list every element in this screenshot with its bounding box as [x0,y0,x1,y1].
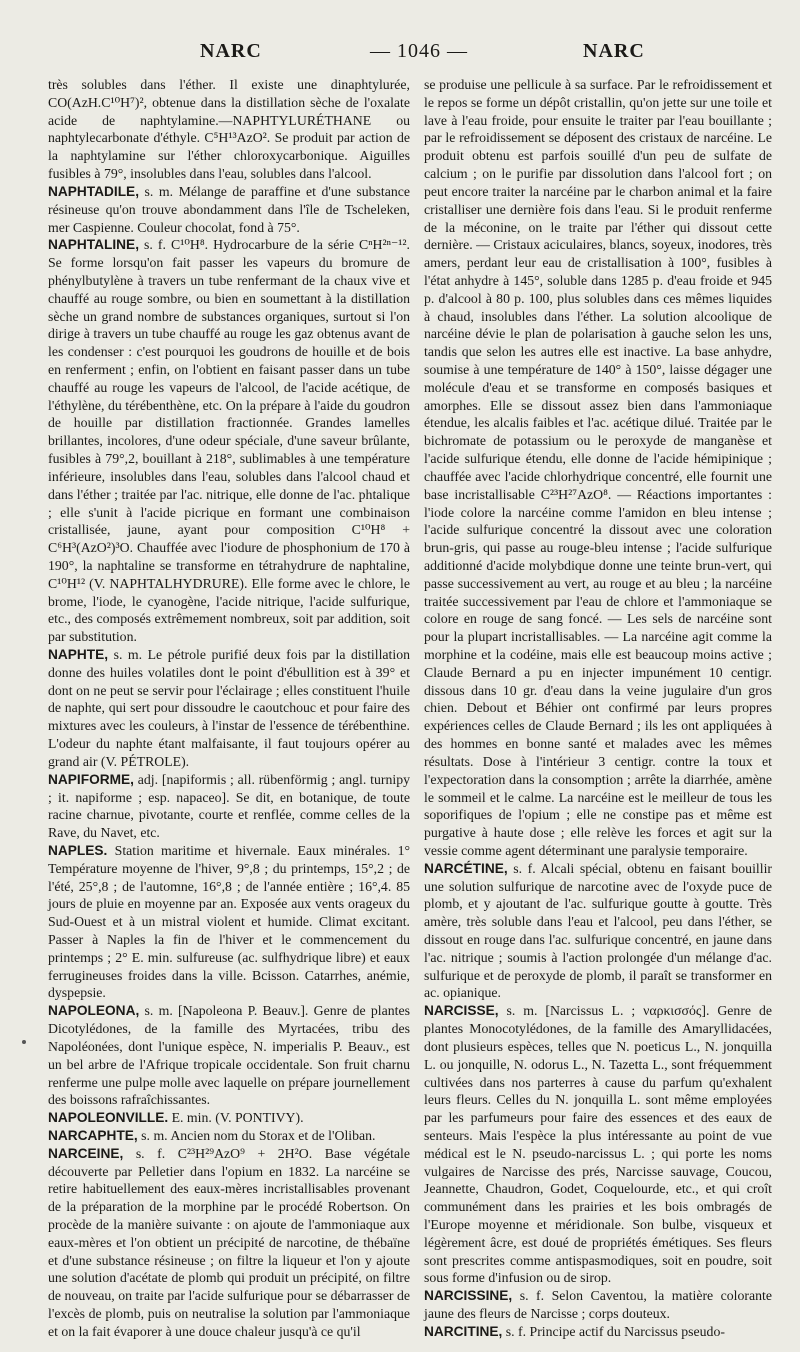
entry-text: s. m. Mélange de paraffine et d'une substance résineuse qu'on trouve abondamment dans l'île de Tscheleken, mer Caspienne. Couleur chocolat, fond à 75°. [48,183,410,235]
entry-narceine [48,1145,410,1341]
entry-narcetine [424,860,772,1003]
headword: NARCISSE, [424,1003,499,1019]
entry-text: s. f. C²³H²⁹AzO⁹ + 2H²O. Base végétale découverte par Pelletier dans l'opium en 1832. La narcéine se retire habituellement des eaux-mères incristallisables provenant de la préparation de la morphine par le procédé Robertson. On procède de la manière suivante : on ajoute de l'ammoniaque aux eaux-mères et l'on obtient un précipité de narcotine, de thébaïne et d'une substance résineuse ; on filtre la liqueur et l'on y ajoute une solution d'acétate de plomb qui produit un précipité, on filtre de nouveau, on traite par l'acide sulfurique pour se débarrasser de l'excès de plomb, puis on neutralise la solution par l'ammoniaque et on la fait évaporer à une douce chaleur jusqu'à ce qu'il [48,1145,410,1339]
entry-naphtadile [48,183,410,236]
entry-text: très solubles dans l'éther. Il existe une dinaphtylurée, CO(AzH.C¹⁰H⁷)², obtenue dans la distillation sèche de l'oxalate acide de naphtylamine.—NAPHTYLURÉTHANE ou naphtylecarbonate d'éthyle. C⁵H¹³AzO². Se produit par action de la naphtylamine sur l'éther chloroxycarbonique. Aiguilles fusibles à 79°, insolubles dans l'eau, solubles dans l'alcool. [48,77,410,182]
header-right-word: NARC [583,40,645,62]
headword: NAPHTALINE, [48,237,139,253]
left-column [48,76,410,1341]
entry-napoleona [48,1002,410,1109]
entry-text: E. min. (V. PONTIVY). [168,1110,304,1126]
entry-narcisse [424,1002,772,1287]
margin-dot [22,1040,26,1044]
entry-naphtaline [48,236,410,646]
page-number: — 1046 — [370,40,468,62]
entry-text: se produise une pellicule à sa surface. Par le refroidissement et le repos se forme un dépôt cristallin, qu'on jette sur une toile et lave à l'eau froide, pour ensuite le traiter par l'eau bouillante ; par le refroidissement se déposent des cristaux de narcéine. Le produit obtenu est parfois souillé d'un peu de sulfate de calcium ; on le purifie par dissolution dans l'alcool fort ; on peut encore traiter la narcéine par le charbon animal et la faire cristalliser une dernière fois dans l'eau. Si le produit renferme de la méconine, on le traite par l'éther qui dissout cette dernière. — Cristaux aciculaires, blancs, soyeux, inodores, très amers, perdant leur eau de cristallisation à 100°, fusibles à l'état anhydre à 145°, soluble dans 1285 p. d'eau froide et 945 p. d'alcool à 80 p. 100, plus solubles dans ces mêmes liquides à chaud, insolubles dans l'éther. La solution alcoolique de narcéine dévie le plan de polarisation à gauche selon les uns, tandis que selon les autres elle est inactive. La base anhydre, soumise à une température de 140° à 150°, laisse dégager une molécule d'eau et se transforme en composés basiques et amorphes. Elle se dissout assez bien dans l'ammoniaque étendue, les alcalis faibles et l'ac. acétique dilué. Traitée par le bichromate de potassium ou le peroxyde de manganèse et l'acide sulfurique étendu, elle donne de l'acide hémipinique ; chauffée avec l'acide chlorhydrique concentré, elle fournit une base incristallisable C²³H²⁷AzO⁸. — Réactions importantes : l'iode colore la narcéine comme l'amidon en bleu intense ; l'acide sulfurique concentré la dissout avec une coloration brun-gris, qui passe au rouge-bleu intense ; l'acide sulfurique additionné d'acide molybdique donne une teinte brun-vert, qui passe successivement au vert, au rouge et au bleu ; la narcéine traitée successivement par l'eau de chlore et l'ammoniaque se colore en rouge de sang foncé. — Les sels de narcéine sont pour la plupart incristallisables. — La narcéine agit comme la morphine et la codéine, mais elle est beaucoup moins active ; Claude Bernard a pu en injecter impunément 10 centigr. dissous dans 10 gr. d'eau dans la veine jugulaire d'un gros chien. Debout et Béhier ont confirmé par leurs propres expériences celles de Claude Bernard ; ils les ont appliquées à des hommes en bonne santé et malades avec les mêmes résultats. Dose à l'intérieur 3 centigr. contre la toux et l'expectoration dans la consomption ; arrête la diarrhée, amène le sommeil et le calme. La narcéine est le meilleur de tous les soporifiques de l'opium ; elle ne constipe pas et même est purgative à haute dose ; elle relève les forces et agit sur la vessie comme agent déterminant une paralysie temporaire. [424,77,772,858]
headword: NAPHTADILE, [48,183,139,199]
headword: NAPOLEONVILLE. [48,1110,169,1126]
headword: NAPOLEONA, [48,1003,140,1019]
entry-text: adj. [napiformis ; all. rübenförmig ; angl. turnipy ; it. napiforme ; esp. napaceo]. Se dit, en botanique, de toute racine charnue, pivotante, courte et renflée, comme celles de la Rave, du Navet, etc. [48,771,410,841]
entry-text: s. m. [Narcissus L. ; ναρκισσός]. Genre de plantes Monocotylédones, de la famille des Amaryllidacées, dont plusieurs espèces, telles que N. poeticus L., N. jonquilla L. ou jonquille, N. odorus L., N. Tazetta L., sont fréquemment cultivées dans nos parterres à cause du parfum qu'exhalent leurs fleurs. Celles du N. jonquilla L. sont même employées par les parfumeurs pour faire des essences et des eaux de senteurs. Mais l'espèce la plus intéressante au point de vue médical est le N. pseudo-narcissus L. ; qui porte les noms vulgaires de Narcisse des prés, Narcisse sauvage, Coucou, Jeannette, Chaudron, Godet, Coquelourde, etc., et qui croît communément dans les prairies et les bois ombragés de l'Europe moyenne et méridionale. Son bulbe, visqueux et légèrement âcre, est doué de propriétés émétiques. Ses fleurs sont prescrites comme antispasmodiques, soit en poudre, soit sous forme d'infusion ou de sirop. [424,1003,772,1286]
headword: NARCISSINE, [424,1288,513,1304]
entry-narcitine [424,1323,772,1341]
entry-text: s. f. C¹⁰H⁸. Hydrocarbure de la série CⁿH²ⁿ⁻¹². Se forme lorsqu'on fait passer les vapeurs du bromure de phénylbutylène à travers un tube renfermant de la chaux vive et chauffé au rouge sombre, ou bien en soumettant à la distillation sèche un grand nombre de substances organiques, surtout si l'on dirige à travers un tube chauffé au rouge les gaz obtenus avant de les condenser : c'est pourquoi les goudrons de houille et de bois en renferment ; enfin, on l'obtient en faisant passer dans un tube chauffé au rouge les vapeurs de l'alcool, de l'acide acétique, de l'éthylène, du térébenthène, etc. On la prépare à l'aide du goudron de houille par distillation fractionnée. Grandes lamelles brillantes, incolores, d'une odeur spéciale, d'une saveur brûlante, fusibles à 79°,2, bouillant à 218°, sublimables à une température inférieure, insolubles dans l'eau, solubles dans l'alcool chaud et dans l'éther ; traitée par l'ac. nitrique, elle donne de l'ac. phtalique ; elle s'unit à l'acide picrique en formant une combinaison cristallisée, jaune, ayant pour composition C¹⁰H⁸ + C⁶H³(AzO²)³O. Chauffée avec l'iodure de phosphonium de 170 à 190°, la naphtaline se transforme en tétrahydrure de naphtaline, C¹⁰H¹² (V. NAPHTALHYDRURE). Elle forme avec le chlore, le brome, l'iode, le cyanogène, l'acide nitrique, l'acide sulfurique, etc., des composés extrêmement nombreux, soit par addition, soit par substitution. [48,237,410,645]
headword: NARCÉTINE, [424,860,508,876]
headword: NAPHTE, [48,647,109,662]
entry-text: s. m. Ancien nom du Storax et de l'Oliban. [137,1127,376,1143]
entry-text: s. m. Le pétrole purifié deux fois par la distillation donne des huiles volatiles dont le point d'ébullition est à 39° et dont on ne peut se servir pour l'éclairage ; elles constituent l'huile de naphte, qui sert pour dissoudre le caoutchouc et pour faire des mixtures avec les couleurs, à l'instar de l'essence de térébenthine. L'odeur du naphte étant malfaisante, il faut toujours opérer au grand air (V. PÉTROLE). [48,647,410,769]
headword: NAPIFORME, [48,771,134,787]
header-left-word: NARC [200,40,262,62]
entry-napiforme [48,771,410,842]
headword: NARCAPHTE, [48,1127,138,1143]
headword: NARCITINE, [424,1323,503,1339]
entry-narcaphte [48,1127,410,1145]
entry-narcissine [424,1287,772,1323]
entry-continuation [424,76,772,860]
running-header [0,40,800,68]
entry-text: s. f. Principe actif du Narcissus pseudo- [502,1323,725,1339]
entry-naples [48,842,410,1002]
entry-text: Station maritime et hivernale. Eaux minérales. 1° Température moyenne de l'hiver, 9°,8 ; du printemps, 15°,2 ; de l'été, 25°,8 ; de l'automne, 16°,8 ; de l'année entière ; 16°,4. 85 jours de pluie en moyenne par an. Exposée aux vents orageux du Sud-Ouest et à un mistral violent et humide. Climat excitant. Passer à Naples la fin de l'hiver et le commencement du printemps ; 2° E. min. sulfureuse (ac. sulfhydrique libre) et eaux ferrugineuses froides dans la ville. Bcisson. Catarrhes, anémie, dyspepsie. [48,842,410,1001]
headword: NARCEINE, [48,1145,124,1161]
entry-napoleonville [48,1109,410,1127]
headword: NAPLES. [48,842,108,858]
right-column [424,76,772,1341]
entry-text: s. f. Selon Caventou, la matière colorante jaune des fleurs de Narcisse ; corps douteux. [424,1288,772,1322]
entry-text: s. m. [Napoleona P. Beauv.]. Genre de plantes Dicotylédones, de la famille des Myrtacées, tribu des Napoléonées, dont l'unique espèce, N. imperialis P. Beauv., est un bel arbre de l'Afrique tropicale occidentale. Son fruit charnu renferme une pulpe molle avec laquelle on prépare journellement des boissons rafraîchissantes. [48,1003,410,1108]
entry-naphte [48,646,410,771]
entry-text: s. f. Alcali spécial, obtenu en faisant bouillir une solution sulfurique de narcotine avec de l'oxyde puce de plomb, et y ajoutant de l'ac. sulfurique goutte à goutte. Très amère, très soluble dans l'eau et l'alcool, peu dans l'éther, se dissout en rouge dans l'ac. sulfurique concentré, en jaune dans l'ac. nitrique ; soumis à l'action prolongée d'un mélange d'ac. sulfurique et de peroxyde de plomb, il paraît se transformer en ac. opianique. [424,860,772,1001]
entry-continuation [48,76,410,183]
